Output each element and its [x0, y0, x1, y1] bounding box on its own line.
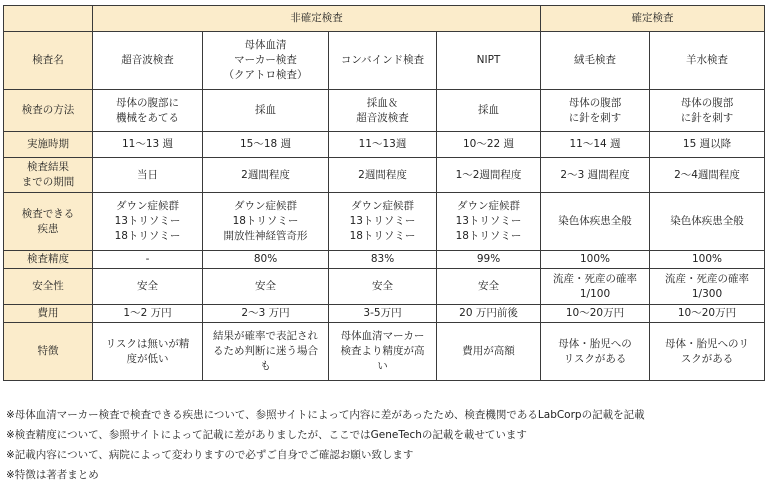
cell-timing-2	[203, 132, 329, 158]
cell-text-line: 検査結果	[27, 161, 69, 173]
cell-text-line: 費用	[37, 307, 59, 319]
row-test-name	[4, 32, 765, 90]
cell-test-name-1	[93, 32, 203, 90]
cell-text-line: 採血	[255, 104, 276, 116]
cell-text-line: 母体・胎児への	[558, 337, 632, 350]
cell-safety-5	[541, 269, 650, 305]
cell-text-line: 18トリソミー	[232, 215, 299, 227]
cell-text-line: 検査できる	[21, 207, 75, 220]
cell-safety-1	[93, 269, 203, 305]
cell-text-line: 2～4週間程度	[674, 168, 740, 181]
cell-text-line: 2～3 万円	[241, 307, 290, 319]
cell-text-line: 超音波検査	[356, 111, 409, 124]
cell-text-line: ダウン症候群	[351, 200, 414, 212]
cell-detectable-conditions-5	[541, 193, 650, 251]
cell-timing-5	[541, 132, 650, 158]
cell-text-line: 11～13週	[358, 138, 407, 150]
cell-result-period-4	[437, 158, 541, 193]
cell-result-period-5	[541, 158, 650, 193]
cell-text-line: 安全	[255, 280, 276, 292]
row-label-method	[4, 90, 93, 132]
cell-text-line: 流産・死産の確率	[553, 272, 637, 285]
cell-text-line: 羊水検査	[686, 54, 728, 66]
cell-accuracy-2	[203, 251, 329, 269]
cell-safety-2	[203, 269, 329, 305]
cell-text-line: コンバインド検査	[340, 54, 425, 66]
cell-accuracy-1	[93, 251, 203, 269]
cell-features-1	[93, 323, 203, 381]
cell-detectable-conditions-3	[329, 193, 437, 251]
cell-cost-5	[541, 305, 650, 323]
footnote-4: ※特徴は著者まとめ	[6, 469, 99, 481]
footnote-3: ※記載内容について、病院によって変わりますので必ずご自身でご確認お願い致します	[6, 449, 414, 461]
footnote-2: ※検査精度について、参照サイトによって記載に差がありましたが、ここではGeneTechの記載を載せています	[6, 429, 527, 441]
cell-cost-3	[329, 305, 437, 323]
cell-text-line: 染色体疾患全般	[670, 215, 744, 227]
cell-text-line: ダウン症候群	[234, 200, 297, 212]
row-label-test-name	[4, 32, 93, 90]
corner-cell	[4, 6, 93, 32]
cell-result-period-2	[203, 158, 329, 193]
cell-text-line: 3-5万円	[363, 307, 402, 319]
cell-test-name-3	[329, 32, 437, 90]
cell-text-line: 母体血清	[244, 39, 287, 51]
cell-result-period-6	[650, 158, 765, 193]
cell-text-line: 母体の腹部に	[116, 96, 179, 109]
cell-features-6	[650, 323, 765, 381]
cell-accuracy-3	[329, 251, 437, 269]
cell-text-line: 母体の腹部	[680, 96, 734, 109]
cell-text-line: い	[377, 360, 388, 372]
cell-method-2	[203, 90, 329, 132]
row-label-detectable-conditions	[4, 193, 93, 251]
cell-safety-3	[329, 269, 437, 305]
cell-text-line: 安全性	[32, 280, 64, 292]
cell-method-4	[437, 90, 541, 132]
cell-text-line: 1～2週間程度	[455, 168, 522, 181]
cell-text-line: 13トリソミー	[114, 215, 181, 227]
cell-method-5	[541, 90, 650, 132]
cell-text-line: NIPT	[476, 54, 501, 66]
footnote-1: ※母体血清マーカー検査で検査できる疾患について、参照サイトによって内容に差があったため、検査機関であるLabCorpの記載を記載	[6, 409, 645, 421]
row-detectable-conditions	[4, 193, 765, 251]
cell-safety-4	[437, 269, 541, 305]
row-result-period	[4, 158, 765, 193]
cell-text-line: 10～20万円	[677, 307, 737, 319]
row-cost	[4, 305, 765, 323]
row-label-safety	[4, 269, 93, 305]
cell-text-line: 染色体疾患全般	[558, 215, 632, 227]
cell-text-line: 採血＆	[366, 96, 399, 109]
cell-text-line: 99%	[476, 253, 501, 265]
cell-method-3	[329, 90, 437, 132]
cell-text-line: 20 万円前後	[459, 307, 518, 319]
cell-text-line: 18トリソミー	[114, 230, 181, 242]
cell-text-line: 2週間程度	[241, 168, 290, 181]
cell-text-line: 検査精度	[27, 253, 69, 265]
cell-text-line: 絨毛検査	[574, 54, 616, 66]
cell-text-line: 83%	[370, 253, 395, 265]
cell-text-line: 13トリソミー	[349, 215, 416, 227]
row-features	[4, 323, 765, 381]
cell-timing-1	[93, 132, 203, 158]
cell-text-line: 1/300	[691, 287, 723, 300]
cell-text-line: 80%	[253, 253, 278, 265]
cell-features-4	[437, 323, 541, 381]
cell-method-1	[93, 90, 203, 132]
cell-text-line: 18トリソミー	[455, 230, 522, 242]
cell-text-line: リスクは無いが精	[105, 337, 190, 350]
cell-text-line: までの期間	[21, 176, 75, 188]
cell-text-line: 100%	[691, 253, 723, 265]
cell-text-line: スクがある	[680, 352, 734, 365]
cell-text-line: 検査名	[32, 54, 64, 66]
row-label-timing	[4, 132, 93, 158]
cell-text-line: 母体・胎児へのリ	[665, 337, 749, 350]
cell-text-line: も	[260, 360, 271, 372]
cell-text-line: 1/100	[579, 287, 611, 300]
cell-timing-6	[650, 132, 765, 158]
cell-text-line: に針を刺す	[680, 111, 734, 124]
cell-test-name-5	[541, 32, 650, 90]
row-label-features	[4, 323, 93, 381]
cell-timing-4	[437, 132, 541, 158]
cell-text-line: 機械をあてる	[116, 111, 179, 124]
cell-detectable-conditions-1	[93, 193, 203, 251]
cell-safety-6	[650, 269, 765, 305]
cell-text-line: 2～3 週間程度	[560, 168, 630, 181]
cell-text-line: 10～20万円	[565, 307, 625, 319]
cell-test-name-4	[437, 32, 541, 90]
cell-test-name-6	[650, 32, 765, 90]
row-timing	[4, 132, 765, 158]
row-label-cost	[4, 305, 93, 323]
row-accuracy	[4, 251, 765, 269]
cell-accuracy-4	[437, 251, 541, 269]
cell-text-line: 特徴	[37, 345, 59, 357]
cell-text-line: ダウン症候群	[116, 200, 179, 212]
cell-text-line: 超音波検査	[121, 54, 174, 66]
cell-text-line: 母体血清マーカー	[340, 330, 425, 342]
cell-detectable-conditions-2	[203, 193, 329, 251]
cell-text-line: 100%	[579, 253, 611, 265]
cell-text-line: 13トリソミー	[455, 215, 522, 227]
cell-text-line: ダウン症候群	[457, 200, 520, 212]
group-header-row	[4, 6, 765, 32]
cell-text-line: 検査の方法	[21, 104, 75, 116]
row-label-result-period	[4, 158, 93, 193]
cell-text-line: 11～14 週	[569, 138, 621, 150]
cell-text-line: 疾患	[37, 222, 59, 235]
cell-text-line: 実施時期	[27, 138, 69, 150]
cell-text-line: 当日	[137, 168, 158, 181]
group-non-definitive: 非確定検査	[93, 6, 541, 32]
cell-text-line: -	[145, 253, 150, 265]
comparison-table	[3, 5, 765, 381]
row-method	[4, 90, 765, 132]
cell-features-3	[329, 323, 437, 381]
cell-text-line: 開放性神経管奇形	[223, 230, 308, 242]
cell-test-name-2	[203, 32, 329, 90]
cell-text-line: 1～2 万円	[123, 307, 172, 319]
cell-cost-6	[650, 305, 765, 323]
cell-text-line: リスクがある	[563, 352, 627, 365]
cell-text-line: 安全	[478, 280, 499, 292]
cell-text-line: 度が低い	[126, 352, 169, 365]
cell-text-line: るため判断に迷う場合	[213, 345, 318, 357]
cell-features-2	[203, 323, 329, 381]
cell-text-line: マーカー検査	[234, 54, 297, 66]
cell-method-6	[650, 90, 765, 132]
cell-cost-2	[203, 305, 329, 323]
footnotes	[6, 405, 764, 485]
cell-result-period-3	[329, 158, 437, 193]
cell-text-line: 安全	[137, 280, 158, 292]
cell-text-line: 15 週以降	[682, 138, 732, 150]
cell-text-line: 11～13 週	[121, 138, 174, 150]
cell-text-line: 安全	[372, 280, 393, 292]
cell-text-line: 流産・死産の確率	[665, 272, 749, 285]
cell-cost-4	[437, 305, 541, 323]
row-label-accuracy	[4, 251, 93, 269]
cell-text-line: 検査より精度が高	[340, 345, 425, 357]
cell-text-line: 10～22 週	[462, 138, 515, 150]
group-definitive: 確定検査	[541, 6, 765, 32]
row-safety	[4, 269, 765, 305]
cell-text-line: 費用が高額	[462, 345, 515, 357]
cell-text-line: 2週間程度	[358, 168, 407, 181]
cell-features-5	[541, 323, 650, 381]
cell-text-line: 18トリソミー	[349, 230, 416, 242]
cell-result-period-1	[93, 158, 203, 193]
cell-cost-1	[93, 305, 203, 323]
cell-text-line: 母体の腹部	[568, 96, 622, 109]
cell-text-line: （クアトロ検査）	[223, 69, 308, 81]
cell-detectable-conditions-4	[437, 193, 541, 251]
cell-accuracy-6	[650, 251, 765, 269]
cell-accuracy-5	[541, 251, 650, 269]
cell-text-line: 15～18 週	[239, 138, 292, 150]
cell-detectable-conditions-6	[650, 193, 765, 251]
cell-text-line: に針を刺す	[568, 111, 622, 124]
cell-text-line: 採血	[478, 104, 499, 116]
cell-text-line: 結果が確率で表記され	[213, 330, 318, 342]
cell-timing-3	[329, 132, 437, 158]
